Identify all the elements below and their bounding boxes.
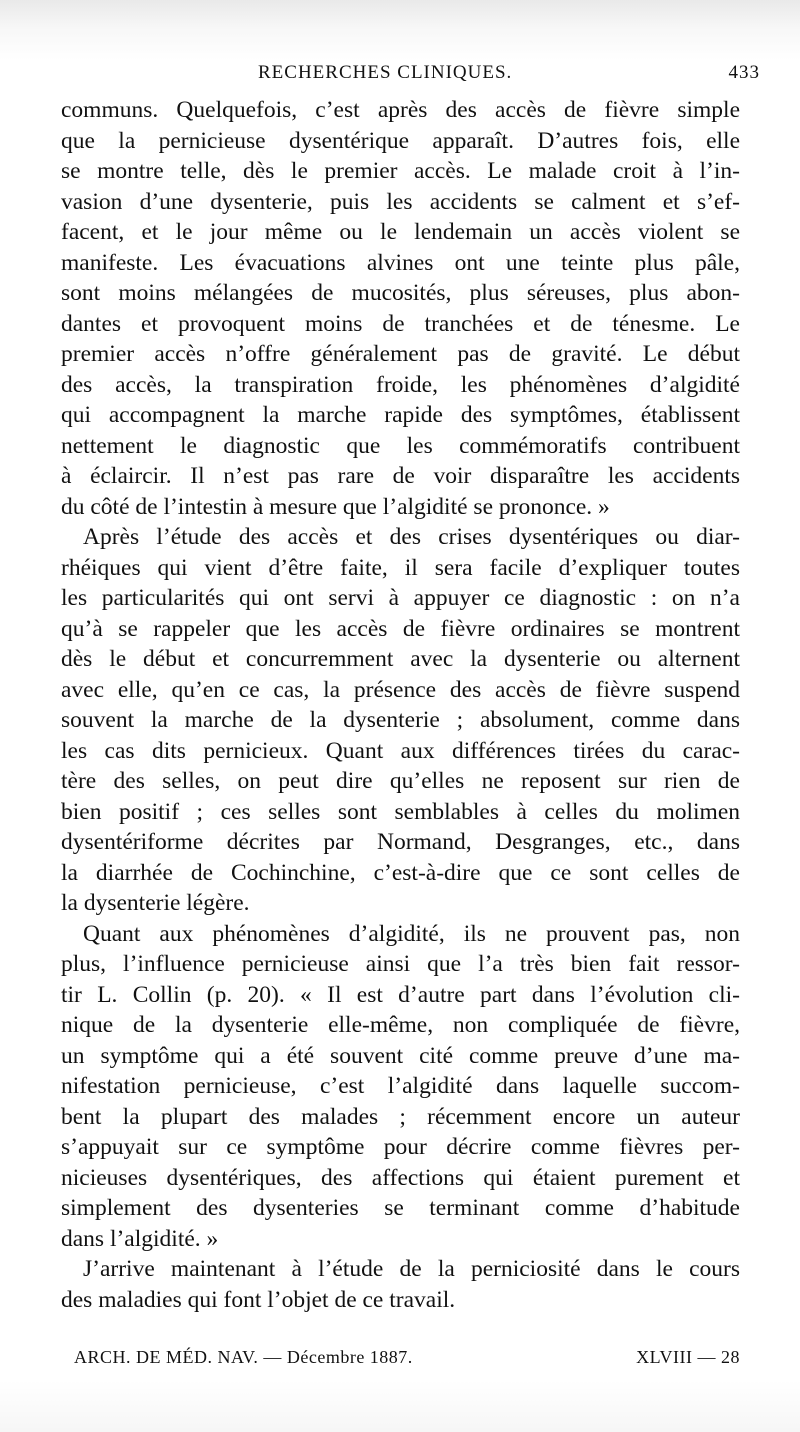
text-line: des accès, la transpiration froide, les phénomènes d’algidité xyxy=(61,371,740,398)
text-line: bien positif ; ces selles sont semblables à celles du molimen xyxy=(61,798,740,825)
text-line: les cas dits pernicieux. Quant aux différences tirées du carac- xyxy=(61,737,740,764)
text-line: bent la plupart des malades ; récemment encore un auteur xyxy=(61,1103,740,1130)
text-line: un symptôme qui a été souvent cité comme preuve d’une ma- xyxy=(61,1042,740,1069)
text-line: manifeste. Les évacuations alvines ont une teinte plus pâle, xyxy=(61,249,740,276)
page-footer xyxy=(74,1347,740,1373)
text-line: plus, l’influence pernicieuse ainsi que l’a très bien fait ressor- xyxy=(61,951,740,977)
page-number: 433 xyxy=(728,62,760,83)
text-line: que la pernicieuse dysentérique apparaît. D’autres fois, elle xyxy=(61,127,740,154)
text-line: Quant aux phénomènes d’algidité, ils ne prouvent pas, non xyxy=(83,920,740,947)
text-line: nicieuses dysentériques, des affections qui étaient purement et xyxy=(61,1164,740,1191)
text-line: communs. Quelquefois, c’est après des accès de fièvre simple xyxy=(61,97,740,123)
text-line: Après l’étude des accès et des crises dysentériques ou diar- xyxy=(83,524,740,550)
text-line: rhéiques qui vient d’être faite, il sera facile d’expliquer toutes xyxy=(61,554,740,581)
text-line: J’arrive maintenant à l’étude de la perniciosité dans le cours xyxy=(83,1256,740,1282)
text-line: dysentériforme décrites par Normand, Desgranges, etc., dans xyxy=(61,829,740,855)
text-line: des maladies qui font l’objet de ce travail. xyxy=(61,1286,456,1313)
signature-mark: XLVIII — 28 xyxy=(636,1347,740,1367)
text-line: les particularités qui ont servi à appuyer ce diagnostic : on n’a xyxy=(61,585,740,611)
text-line: souvent la marche de la dysenterie ; absolument, comme dans xyxy=(61,707,740,733)
body-text xyxy=(61,95,740,1315)
text-line: nettement le diagnostic que les commémoratifs contribuent xyxy=(61,432,740,459)
text-line: tir L. Collin (p. 20). « Il est d’autre part dans l’évolution cli- xyxy=(61,981,740,1008)
text-line: du côté de l’intestin à mesure que l’algidité se prononce. » xyxy=(61,493,610,520)
text-line: qu’à se rappeler que les accès de fièvre ordinaires se montrent xyxy=(61,615,740,642)
text-line: dantes et provoquent moins de tranchées et de ténesme. Le xyxy=(61,310,740,337)
text-line: vasion d’une dysenterie, puis les accidents se calment et s’ef- xyxy=(61,188,740,215)
text-line: nique de la dysenterie elle-même, non compliquée de fièvre, xyxy=(61,1012,740,1038)
text-line: simplement des dysenteries se terminant comme d’habitude xyxy=(61,1195,740,1221)
text-line: nifestation pernicieuse, c’est l’algidité dans laquelle succom- xyxy=(61,1073,740,1099)
text-line: la diarrhée de Cochinchine, c’est-à-dire que ce sont celles de xyxy=(61,859,740,886)
page-header xyxy=(60,62,760,92)
text-line: tère des selles, on peut dire qu’elles ne reposent sur rien de xyxy=(61,768,740,794)
text-line: facent, et le jour même ou le lendemain un accès violent se xyxy=(61,219,740,245)
text-line: à éclaircir. Il n’est pas rare de voir disparaître les accidents xyxy=(61,463,740,489)
text-line: s’appuyait sur ce symptôme pour décrire comme fièvres per- xyxy=(61,1134,740,1160)
text-line: qui accompagnent la marche rapide des symptômes, établissent xyxy=(61,402,740,428)
journal-citation: ARCH. DE MÉD. NAV. — Décembre 1887. xyxy=(74,1347,413,1367)
text-line: la dysenterie légère. xyxy=(61,890,250,916)
text-line: sont moins mélangées de mucosités, plus séreuses, plus abon- xyxy=(61,280,740,306)
text-line: se montre telle, dès le premier accès. Le malade croit à l’in- xyxy=(61,158,740,184)
running-title: RECHERCHES CLINIQUES. xyxy=(258,62,513,83)
text-line: premier accès n’offre généralement pas de gravité. Le début xyxy=(61,341,740,367)
text-line: avec elle, qu’en ce cas, la présence des accès de fièvre suspend xyxy=(61,676,740,703)
text-line: dès le début et concurremment avec la dysenterie ou alternent xyxy=(61,646,740,672)
text-line: dans l’algidité. » xyxy=(61,1225,219,1252)
